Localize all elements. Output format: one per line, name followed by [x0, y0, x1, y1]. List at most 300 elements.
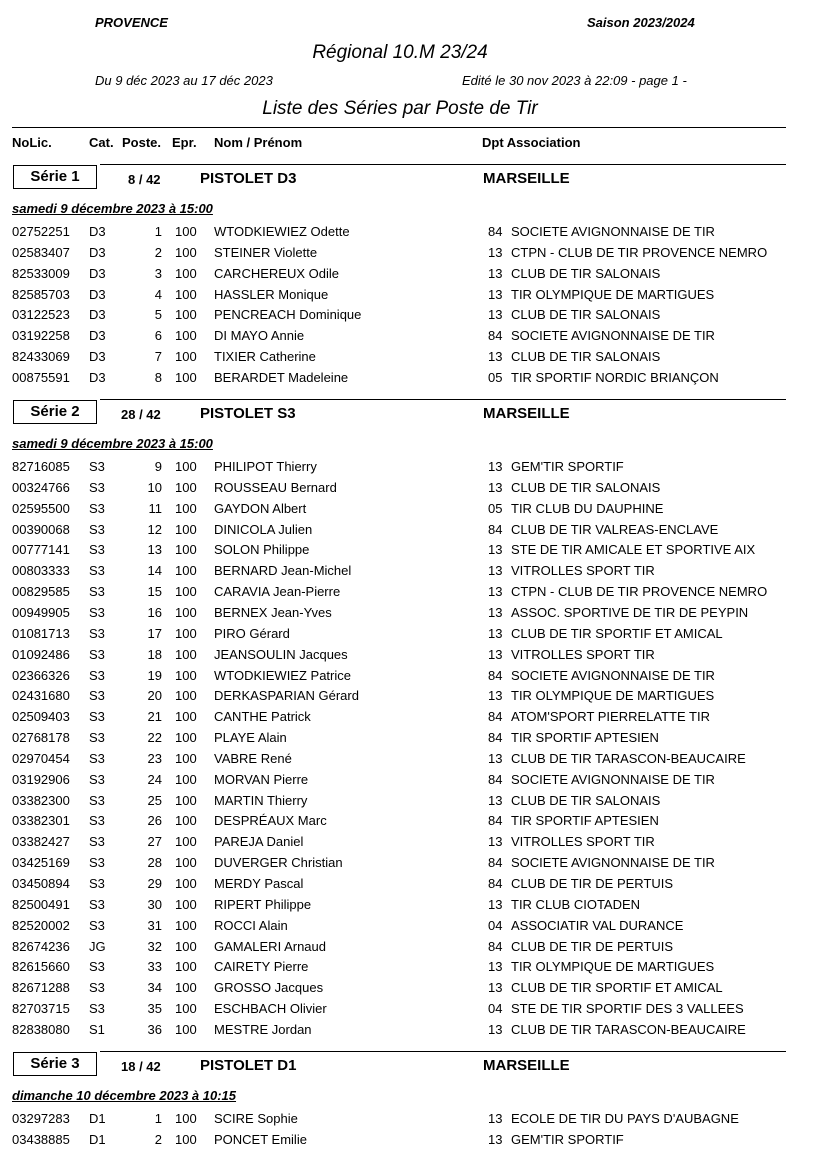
col-header-dpt-association: Dpt Association [482, 135, 581, 150]
category: JG [89, 938, 106, 954]
event-points: 100 [175, 500, 197, 516]
shooter-name: HASSLER Monique [214, 286, 329, 302]
department: 13 [488, 1111, 503, 1126]
association: STE DE TIR AMICALE ET SPORTIVE AIX [511, 542, 756, 558]
event-points: 100 [175, 813, 197, 829]
shooter-name: DESPRÉAUX Marc [214, 813, 327, 829]
shooter-name: WTODKIEWIEZ Patrice [214, 667, 351, 683]
event-points: 100 [175, 688, 197, 704]
license-number: 03192258 [12, 328, 70, 344]
event-points: 100 [175, 1021, 197, 1037]
event-points: 100 [175, 286, 197, 302]
event-points: 100 [175, 730, 197, 746]
association: CTPN - CLUB DE TIR PROVENCE NEMRO [511, 584, 768, 600]
table-row [0, 751, 826, 771]
association: VITROLLES SPORT TIR [511, 563, 655, 579]
shooter-name: ROUSSEAU Bernard [214, 479, 337, 495]
table-row [0, 730, 826, 750]
shooting-post: 15 [147, 584, 162, 600]
session-datetime: dimanche 10 décembre 2023 à 10:15 [12, 1088, 237, 1103]
category: S3 [89, 584, 105, 600]
shooting-post: 33 [147, 959, 162, 975]
shooting-post: 13 [147, 542, 162, 558]
category: D1 [89, 1111, 106, 1126]
shooting-post: 29 [147, 876, 162, 891]
license-number: 03425169 [12, 855, 70, 871]
license-number: 82838080 [12, 1021, 70, 1037]
association: CLUB DE TIR TARASCON-BEAUCAIRE [511, 750, 746, 766]
department: 13 [488, 542, 503, 558]
shooting-post: 26 [147, 813, 162, 829]
event-points: 100 [175, 625, 197, 641]
license-number: 00390068 [12, 521, 70, 537]
license-number: 02752251 [12, 224, 70, 239]
event-points: 100 [175, 792, 197, 808]
department: 13 [488, 834, 503, 850]
serie-place: MARSEILLE [483, 170, 570, 187]
category: S3 [89, 855, 105, 871]
department: 13 [488, 792, 503, 808]
shooter-name: DERKASPARIAN Gérard [214, 688, 359, 704]
event-points: 100 [175, 917, 197, 933]
department: 13 [488, 896, 503, 912]
table-row [0, 605, 826, 625]
event-points: 100 [175, 896, 197, 912]
department: 13 [488, 244, 503, 260]
license-number: 00875591 [12, 369, 70, 385]
license-number: 00324766 [12, 479, 70, 495]
license-number: 02431680 [12, 688, 70, 704]
table-row [0, 772, 826, 792]
license-number: 02366326 [12, 667, 70, 683]
shooting-post: 17 [147, 625, 162, 641]
table-row [0, 245, 826, 265]
shooter-name: CANTHE Patrick [214, 709, 311, 725]
category: S3 [89, 688, 105, 704]
department: 84 [488, 730, 503, 746]
table-row [0, 370, 826, 390]
session-datetime: samedi 9 décembre 2023 à 15:00 [12, 436, 213, 451]
shooter-name: TIXIER Catherine [214, 349, 316, 365]
department: 13 [488, 286, 503, 302]
department: 84 [488, 667, 503, 683]
category: S3 [89, 604, 105, 620]
department: 84 [488, 771, 503, 787]
list-subtitle: Liste des Séries par Poste de Tir [262, 98, 538, 119]
serie-rule [100, 1051, 786, 1052]
shooting-post: 14 [147, 563, 162, 579]
department: 84 [488, 813, 503, 829]
department: 05 [488, 500, 503, 516]
event-points: 100 [175, 646, 197, 662]
document-title: Régional 10.M 23/24 [312, 42, 488, 63]
department: 04 [488, 1001, 503, 1017]
serie-discipline: PISTOLET S3 [200, 405, 296, 422]
shooter-name: SOLON Philippe [214, 542, 310, 558]
table-row [0, 266, 826, 286]
event-points: 100 [175, 563, 197, 579]
association: CLUB DE TIR DE PERTUIS [511, 938, 674, 954]
shooting-post: 12 [147, 521, 162, 537]
shooter-name: MESTRE Jordan [214, 1021, 312, 1037]
shooter-name: PENCREACH Dominique [214, 307, 362, 323]
col-header-epr: Epr. [172, 135, 197, 150]
license-number: 00803333 [12, 563, 70, 579]
category: S3 [89, 792, 105, 808]
category: D3 [89, 369, 106, 385]
category: D3 [89, 224, 106, 239]
department: 13 [488, 307, 503, 323]
table-row [0, 563, 826, 583]
department: 84 [488, 855, 503, 871]
shooter-name: PLAYE Alain [214, 730, 287, 746]
serie-count: 28 / 42 [121, 407, 161, 422]
license-number: 03297283 [12, 1111, 70, 1126]
shooter-name: DINICOLA Julien [214, 521, 313, 537]
event-points: 100 [175, 542, 197, 558]
shooter-name: SCIRE Sophie [214, 1111, 298, 1126]
col-header-nom: Nom / Prénom [214, 135, 303, 150]
association: CLUB DE TIR SALONAIS [511, 349, 661, 365]
category: S3 [89, 500, 105, 516]
event-points: 100 [175, 584, 197, 600]
license-number: 02970454 [12, 750, 70, 766]
association: TIR OLYMPIQUE DE MARTIGUES [511, 688, 715, 704]
shooting-post: 18 [147, 646, 162, 662]
association: ASSOCIATIR VAL DURANCE [511, 917, 684, 933]
shooting-post: 27 [147, 834, 162, 850]
department: 84 [488, 521, 503, 537]
license-number: 02509403 [12, 709, 70, 725]
department: 04 [488, 917, 503, 933]
department: 13 [488, 584, 503, 600]
serie-label: Série 1 [13, 165, 97, 189]
association: CTPN - CLUB DE TIR PROVENCE NEMRO [511, 244, 768, 260]
department: 05 [488, 369, 503, 385]
license-number: 82500491 [12, 896, 70, 912]
serie-label: Série 2 [13, 400, 97, 424]
department: 84 [488, 224, 503, 239]
license-number: 82716085 [12, 459, 70, 474]
license-number: 03122523 [12, 307, 70, 323]
association: SOCIETE AVIGNONNAISE DE TIR [511, 855, 715, 871]
shooter-name: GROSSO Jacques [214, 980, 324, 996]
table-row [0, 1132, 826, 1152]
license-number: 82615660 [12, 959, 70, 975]
category: S3 [89, 730, 105, 746]
category: D1 [89, 1131, 106, 1147]
table-row [0, 459, 826, 479]
event-points: 100 [175, 604, 197, 620]
serie-place: MARSEILLE [483, 405, 570, 422]
event-points: 100 [175, 834, 197, 850]
table-row [0, 668, 826, 688]
association: SOCIETE AVIGNONNAISE DE TIR [511, 771, 715, 787]
license-number: 82703715 [12, 1001, 70, 1017]
association: SOCIETE AVIGNONNAISE DE TIR [511, 667, 715, 683]
association: TIR OLYMPIQUE DE MARTIGUES [511, 959, 715, 975]
license-number: 01092486 [12, 646, 70, 662]
department: 84 [488, 938, 503, 954]
category: D3 [89, 265, 106, 281]
association: ECOLE DE TIR DU PAYS D'AUBAGNE [511, 1111, 739, 1126]
association: TIR CLUB CIOTADEN [511, 896, 641, 912]
license-number: 03382427 [12, 834, 70, 850]
association: CLUB DE TIR SALONAIS [511, 307, 661, 323]
license-number: 03192906 [12, 771, 70, 787]
event-points: 100 [175, 750, 197, 766]
table-row [0, 349, 826, 369]
license-number: 82520002 [12, 917, 70, 933]
category: S3 [89, 646, 105, 662]
association: VITROLLES SPORT TIR [511, 646, 655, 662]
association: TIR OLYMPIQUE DE MARTIGUES [511, 286, 715, 302]
license-number: 02583407 [12, 244, 70, 260]
association: CLUB DE TIR SPORTIF ET AMICAL [511, 625, 723, 641]
serie-place: MARSEILLE [483, 1057, 570, 1074]
shooting-post: 1 [154, 224, 162, 239]
category: D3 [89, 286, 106, 302]
category: S3 [89, 1001, 105, 1017]
table-row [0, 287, 826, 307]
col-header-poste: Poste. [122, 135, 162, 150]
department: 13 [488, 604, 503, 620]
shooting-post: 35 [147, 1001, 162, 1017]
association: STE DE TIR SPORTIF DES 3 VALLEES [511, 1001, 744, 1017]
event-points: 100 [175, 1111, 197, 1126]
shooter-name: PONCET Emilie [214, 1131, 307, 1147]
association: SOCIETE AVIGNONNAISE DE TIR [511, 224, 715, 239]
shooter-name: GAYDON Albert [214, 500, 307, 516]
table-row [0, 939, 826, 959]
license-number: 03450894 [12, 876, 70, 891]
license-number: 82433069 [12, 349, 70, 365]
table-row [0, 1001, 826, 1021]
category: S3 [89, 459, 105, 474]
region-label: PROVENCE [95, 15, 168, 30]
shooter-name: JEANSOULIN Jacques [214, 646, 348, 662]
serie-count: 18 / 42 [121, 1059, 161, 1074]
shooter-name: CARCHEREUX Odile [214, 265, 339, 281]
association: GEM'TIR SPORTIF [511, 1131, 624, 1147]
shooter-name: DI MAYO Annie [214, 328, 305, 344]
association: TIR SPORTIF APTESIEN [511, 730, 659, 746]
shooting-post: 5 [154, 307, 162, 323]
association: CLUB DE TIR DE PERTUIS [511, 876, 674, 891]
event-points: 100 [175, 479, 197, 495]
license-number: 01081713 [12, 625, 70, 641]
category: S3 [89, 876, 105, 891]
license-number: 82533009 [12, 265, 70, 281]
shooter-name: RIPERT Philippe [214, 896, 312, 912]
association: GEM'TIR SPORTIF [511, 459, 624, 474]
shooting-post: 16 [147, 604, 162, 620]
event-points: 100 [175, 349, 197, 365]
license-number: 03438885 [12, 1131, 70, 1147]
serie-count: 8 / 42 [128, 172, 161, 187]
table-row [0, 876, 826, 896]
department: 13 [488, 980, 503, 996]
category: S3 [89, 750, 105, 766]
shooter-name: ESCHBACH Olivier [214, 1001, 327, 1017]
table-row [0, 980, 826, 1000]
category: D3 [89, 307, 106, 323]
department: 13 [488, 1021, 503, 1037]
department: 13 [488, 750, 503, 766]
table-row [0, 709, 826, 729]
license-number: 00949905 [12, 604, 70, 620]
shooter-name: GAMALERI Arnaud [214, 938, 326, 954]
season-label: Saison 2023/2024 [587, 15, 695, 30]
shooting-post: 28 [147, 855, 162, 871]
event-points: 100 [175, 224, 197, 239]
shooter-name: MERDY Pascal [214, 876, 304, 891]
serie-discipline: PISTOLET D1 [200, 1057, 297, 1074]
association: TIR SPORTIF NORDIC BRIANÇON [511, 369, 719, 385]
license-number: 03382301 [12, 813, 70, 829]
table-row [0, 918, 826, 938]
shooter-name: PIRO Gérard [214, 625, 290, 641]
table-row [0, 1022, 826, 1042]
shooter-name: BERARDET Madeleine [214, 369, 349, 385]
serie-label: Série 3 [13, 1052, 97, 1076]
association: CLUB DE TIR SALONAIS [511, 479, 661, 495]
shooting-post: 7 [154, 349, 162, 365]
shooting-post: 1 [154, 1111, 162, 1126]
table-row [0, 647, 826, 667]
category: S3 [89, 917, 105, 933]
shooting-post: 3 [154, 265, 162, 281]
shooter-name: STEINER Violette [214, 244, 318, 260]
shooting-post: 2 [154, 1131, 162, 1147]
category: S1 [89, 1021, 105, 1037]
shooter-name: CAIRETY Pierre [214, 959, 309, 975]
department: 13 [488, 459, 503, 474]
event-points: 100 [175, 667, 197, 683]
license-number: 00777141 [12, 542, 70, 558]
event-points: 100 [175, 521, 197, 537]
shooting-post: 22 [147, 730, 162, 746]
table-row [0, 522, 826, 542]
event-points: 100 [175, 876, 197, 891]
association: VITROLLES SPORT TIR [511, 834, 655, 850]
category: D3 [89, 328, 106, 344]
table-row [0, 793, 826, 813]
event-points: 100 [175, 265, 197, 281]
shooter-name: PHILIPOT Thierry [214, 459, 317, 474]
department: 84 [488, 328, 503, 344]
shooting-post: 25 [147, 792, 162, 808]
serie-discipline: PISTOLET D3 [200, 170, 297, 187]
event-points: 100 [175, 459, 197, 474]
shooting-post: 34 [147, 980, 162, 996]
association: CLUB DE TIR SPORTIF ET AMICAL [511, 980, 723, 996]
shooting-post: 32 [147, 938, 162, 954]
event-points: 100 [175, 307, 197, 323]
shooting-post: 6 [154, 328, 162, 344]
shooting-post: 4 [154, 286, 162, 302]
shooter-name: MARTIN Thierry [214, 792, 308, 808]
shooter-name: CARAVIA Jean-Pierre [214, 584, 341, 600]
shooter-name: MORVAN Pierre [214, 771, 309, 787]
department: 13 [488, 688, 503, 704]
category: S3 [89, 834, 105, 850]
category: S3 [89, 625, 105, 641]
category: S3 [89, 896, 105, 912]
shooting-post: 2 [154, 244, 162, 260]
event-points: 100 [175, 771, 197, 787]
department: 13 [488, 349, 503, 365]
table-row [0, 813, 826, 833]
shooting-post: 31 [147, 917, 162, 933]
shooting-post: 23 [147, 750, 162, 766]
category: D3 [89, 244, 106, 260]
table-row [0, 224, 826, 244]
license-number: 02595500 [12, 500, 70, 516]
association: ASSOC. SPORTIVE DE TIR DE PEYPIN [511, 604, 749, 620]
shooter-name: BERNEX Jean-Yves [214, 604, 332, 620]
shooting-post: 24 [147, 771, 162, 787]
event-points: 100 [175, 1001, 197, 1017]
event-points: 100 [175, 244, 197, 260]
event-points: 100 [175, 938, 197, 954]
table-row [0, 626, 826, 646]
association: TIR CLUB DU DAUPHINE [511, 500, 664, 516]
event-points: 100 [175, 369, 197, 385]
shooting-post: 30 [147, 896, 162, 912]
association: CLUB DE TIR TARASCON-BEAUCAIRE [511, 1021, 746, 1037]
shooting-post: 11 [148, 500, 162, 516]
table-row [0, 480, 826, 500]
shooting-post: 9 [154, 459, 162, 474]
shooter-name: BERNARD Jean-Michel [214, 563, 352, 579]
table-row [0, 307, 826, 327]
col-header-cat: Cat. [89, 135, 114, 150]
event-points: 100 [175, 328, 197, 344]
shooter-name: ROCCI Alain [214, 917, 288, 933]
association: SOCIETE AVIGNONNAISE DE TIR [511, 328, 715, 344]
department: 13 [488, 479, 503, 495]
category: S3 [89, 709, 105, 725]
category: S3 [89, 980, 105, 996]
license-number: 03382300 [12, 792, 70, 808]
table-row [0, 834, 826, 854]
license-number: 82585703 [12, 286, 70, 302]
department: 84 [488, 709, 503, 725]
association: CLUB DE TIR SALONAIS [511, 792, 661, 808]
license-number: 82671288 [12, 980, 70, 996]
shooting-post: 20 [147, 688, 162, 704]
edited-info: Edité le 30 nov 2023 à 22:09 - page 1 - [462, 73, 687, 88]
date-range: Du 9 déc 2023 au 17 déc 2023 [95, 73, 273, 88]
department: 13 [488, 959, 503, 975]
serie-rule [100, 399, 786, 400]
association: TIR SPORTIF APTESIEN [511, 813, 659, 829]
event-points: 100 [175, 1131, 197, 1147]
category: D3 [89, 349, 106, 365]
association: CLUB DE TIR VALREAS-ENCLAVE [511, 521, 719, 537]
category: S3 [89, 563, 105, 579]
session-datetime: samedi 9 décembre 2023 à 15:00 [12, 201, 213, 216]
shooting-post: 19 [147, 667, 162, 683]
department: 13 [488, 625, 503, 641]
shooter-name: VABRE René [214, 750, 292, 766]
col-header-nolic: NoLic. [12, 135, 52, 150]
shooting-post: 10 [147, 479, 162, 495]
association: CLUB DE TIR SALONAIS [511, 265, 661, 281]
category: S3 [89, 542, 105, 558]
department: 13 [488, 646, 503, 662]
